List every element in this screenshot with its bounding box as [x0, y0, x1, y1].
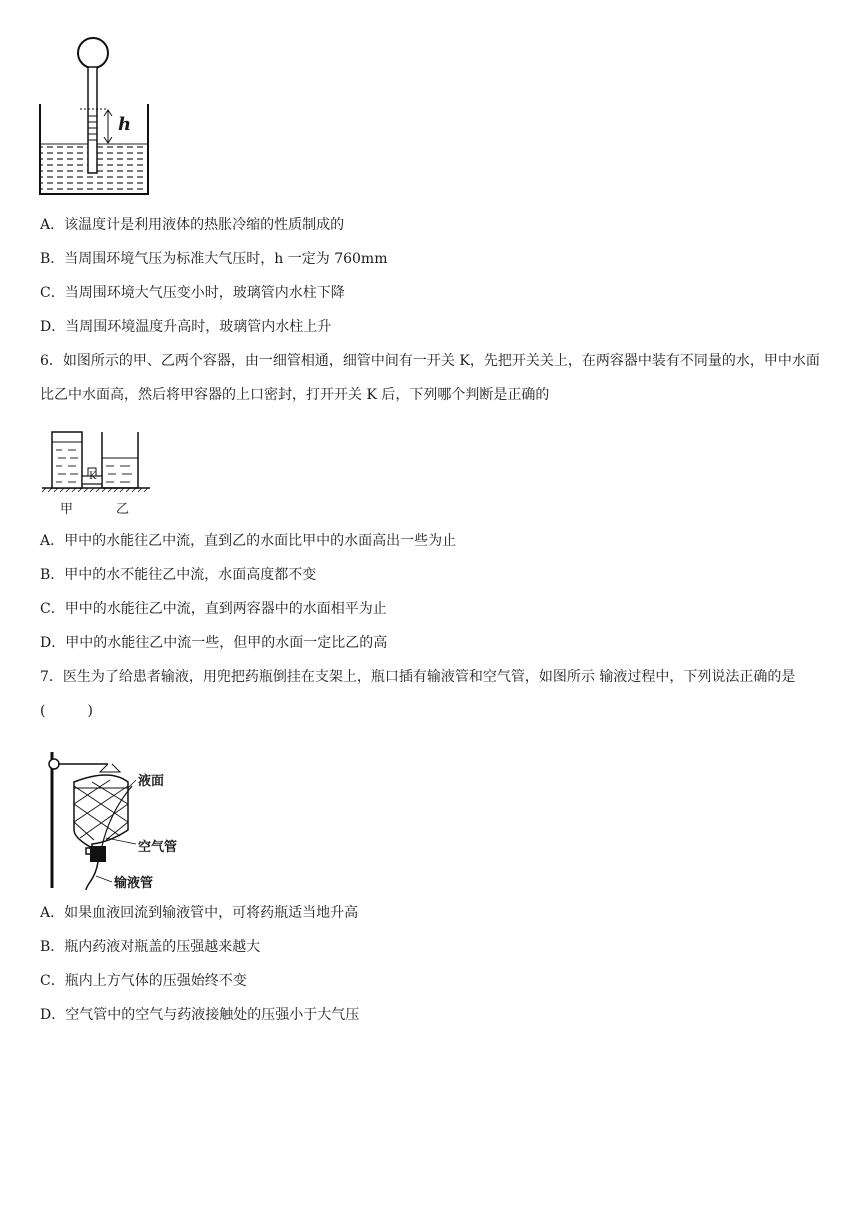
- q6-option-a: A．甲中的水能往乙中流，直到乙的水面比甲中的水面高出一些为止: [40, 533, 457, 549]
- q6-option-c: C．甲中的水能往乙中流，直到两容器中的水面相平为止: [40, 601, 387, 617]
- valve-k-label: K: [89, 471, 97, 482]
- air-tube-label: 空气管: [138, 840, 178, 855]
- connected-containers-figure: [40, 428, 152, 518]
- liquid-surface-label: 液面: [138, 774, 165, 789]
- container-yi-label: 乙: [116, 502, 130, 517]
- q6-option-d: D．甲中的水能往乙中流一些，但甲的水面一定比乙的高: [40, 635, 388, 651]
- h-label: h: [118, 114, 132, 135]
- q7-option-b: B．瓶内药液对瓶盖的压强越来越大: [40, 939, 261, 955]
- container-jia-label: 甲: [60, 502, 74, 517]
- q7-option-d: D．空气管中的空气与药液接触处的压强小于大气压: [40, 1007, 360, 1023]
- q7-stem: 7．医生为了给患者输液，用兜把药瓶倒挂在支架上，瓶口插有输液管和空气管，如图所示 输液过程中，下列说法正确的是( ): [40, 669, 796, 719]
- infusion-tube-label: 输液管: [114, 876, 154, 891]
- iv-drip-figure: [40, 742, 186, 890]
- q5-option-d: D．当周围环境温度升高时，玻璃管内水柱上升: [40, 319, 332, 335]
- thermometer-figure: [36, 36, 156, 198]
- q6-option-b: B．甲中的水不能往乙中流，水面高度都不变: [40, 567, 317, 583]
- q5-option-c: C．当周围环境大气压变小时，玻璃管内水柱下降: [40, 285, 345, 301]
- q6-stem: 6．如图所示的甲、乙两个容器，由一细管相通，细管中间有一开关 K，先把开关关上，在两容器中装有不同量的水，甲中水面比乙中水面高，然后将甲容器的上口密封，打开开关 K 后，下列哪个判断是正确的: [40, 353, 820, 403]
- q7-option-a: A．如果血液回流到输液管中，可将药瓶适当地升高: [40, 905, 359, 921]
- q5-option-a: A．该温度计是利用液体的热胀冷缩的性质制成的: [40, 217, 345, 233]
- q7-option-c: C．瓶内上方气体的压强始终不变: [40, 973, 247, 989]
- q5-option-b: B．当周围环境气压为标准大气压时，h 一定为 760mm: [40, 251, 388, 267]
